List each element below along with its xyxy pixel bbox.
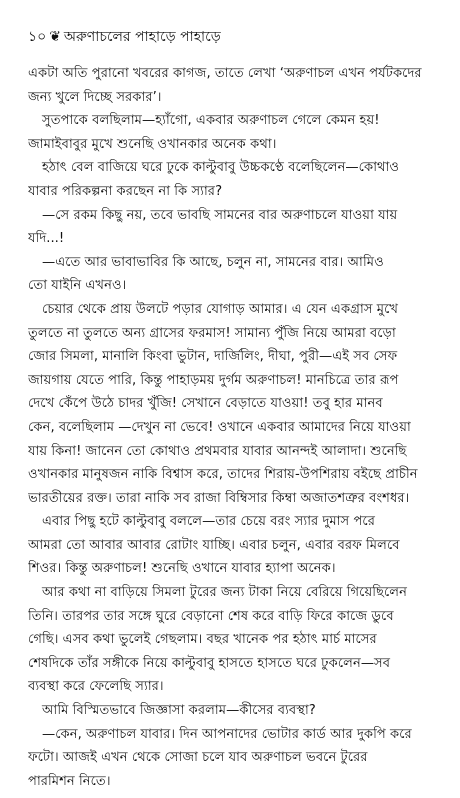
text-line: গেছি। এসব কথা ভুলেই গেছলাম। বছর খানেক পর হঠাৎ মার্চ মাসের: [28, 632, 377, 648]
text-line: পারমিশন নিতে।: [28, 773, 111, 789]
text-line: ব্যবস্থা করে ফেলেছি স্যার।: [28, 679, 164, 695]
text-line: শেষদিকে তাঁর সঙ্গীকে নিয়ে কাল্টুবাবু হাসতে হাসতে ঘরে ঢুকলেন—সব: [28, 655, 391, 671]
text-line: ওখানকার মানুষজন নাকি বিশ্বাস করে, তাদের শিরায়-উপশিরায় বইছে প্রাচীন: [28, 467, 418, 483]
leaf-ornament-icon: ❦: [49, 29, 61, 45]
text-line: তো যাইনি এখনও।: [28, 278, 127, 294]
text-line: জায়গায় যেতে পারি, কিন্তু পাহাড়ময় দুর্গম অরুণাচল! মানচিত্রে তার রূপ: [28, 372, 399, 388]
text-line: ফটো। আজই এখন থেকে সোজা চলে যাব অরুণাচল ভবনে টুরের: [28, 750, 368, 766]
text-line: —সে রকম কিছু নয়, তবে ভাবছি সামনের বার অরুণাচলে যাওয়া যায়: [42, 207, 398, 223]
text-line: সুতপাকে বলছিলাম—হ্যাঁগো, একবার অরুণাচল গেলে কেমন হয়!: [42, 113, 380, 129]
running-header: [28, 25, 448, 49]
text-line: একটা অতি পুরানো খবরের কাগজ, তাতে লেখা ‘অরুণাচল এখন পর্যটকদের: [28, 66, 422, 81]
text-line: আমি বিস্মিতভাবে জিজ্ঞাসা করলাম—কীসের ব্যবস্থা?: [42, 703, 316, 719]
page-number: ১০: [28, 29, 47, 45]
text-line: তুলতে না তুলতে অন্য গ্রাসের ফরমাস! সামান্য পুঁজি নিয়ে আমরা বড়ো: [28, 325, 396, 341]
text-line: দেখে কেঁপে উঠে চাদর খুঁজি! সেখানে বেড়াতে যাওয়া! তবু হার মানব: [28, 396, 383, 412]
text-line: যাবার পরিকল্পনা করছেন না কি স্যার?: [28, 183, 223, 199]
text-line: আমরা তো আবার আবার রোটাং যাচ্ছি। এবার চলুন, এবার বরফ মিলবে: [28, 537, 400, 553]
text-line: এবার পিছু হটে কাল্টুবাবু বললে—তার চেয়ে বরং স্যার দুমাস পরে: [42, 514, 375, 530]
text-line: তিনি। তারপর তার সঙ্গে ঘুরে বেড়ানো শেষ করে বাড়ি ফিরে কাজে ডুবে: [28, 608, 394, 624]
text-line: আর কথা না বাড়িয়ে সিমলা টুরের জন্য টাকা নিয়ে বেরিয়ে গিয়েছিলেন: [42, 585, 408, 601]
text-line: শিওর। কিন্তু অরুণাচল! শুনেছি ওখানে যাবার হ্যাপা অনেক।: [28, 561, 336, 577]
text-line: চেয়ার থেকে প্রায় উলটে পড়ার যোগাড় আমার। এ যেন একগ্রাস মুখে: [42, 301, 399, 317]
text-line: যায় কিনা! জানেন তো কোথাও প্রথমবার যাবার আনন্দই আলাদা। শুনেছি: [28, 443, 407, 459]
running-title: অরুণাচলের পাহাড়ে পাহাড়ে: [63, 29, 221, 45]
text-line: জামাইবাবুর মুখে শুনেছি ওখানকার অনেক কথা।: [28, 136, 277, 152]
text-line: জোর সিমলা, মানালি কিংবা ভুটান, দার্জিলিং, দীঘা, পুরী—এই সব সেফ: [28, 349, 398, 365]
body-text: [28, 62, 444, 793]
text-line: —কেন, অরুণাচল যাবার। দিন আপনাদের ভোটার কার্ড আর দুকপি করে: [42, 726, 412, 742]
text-line: ভারতীয়ের রক্ত। তারা নাকি সব রাজা বিম্বিসার কিম্বা অজাতশত্রুর বংশধর।: [28, 490, 410, 506]
text-line: কেন, বলেছিলাম —দেখুন না ভেবে! ওখানে একবার আমাদের নিয়ে যাওয়া: [28, 419, 411, 435]
text-line: হঠাৎ বেল বাজিয়ে ঘরে ঢুকে কাল্টুবাবু উচ্চকণ্ঠে বলেছিলেন—কোথাও: [42, 160, 400, 176]
text-line: যদি...!: [28, 231, 65, 247]
text-line: —এতে আর ভাবাভাবির কি আছে, চলুন না, সামনের বার। আমিও: [42, 254, 384, 270]
text-line: জন্য খুলে দিচ্ছে সরকার’।: [28, 89, 162, 105]
